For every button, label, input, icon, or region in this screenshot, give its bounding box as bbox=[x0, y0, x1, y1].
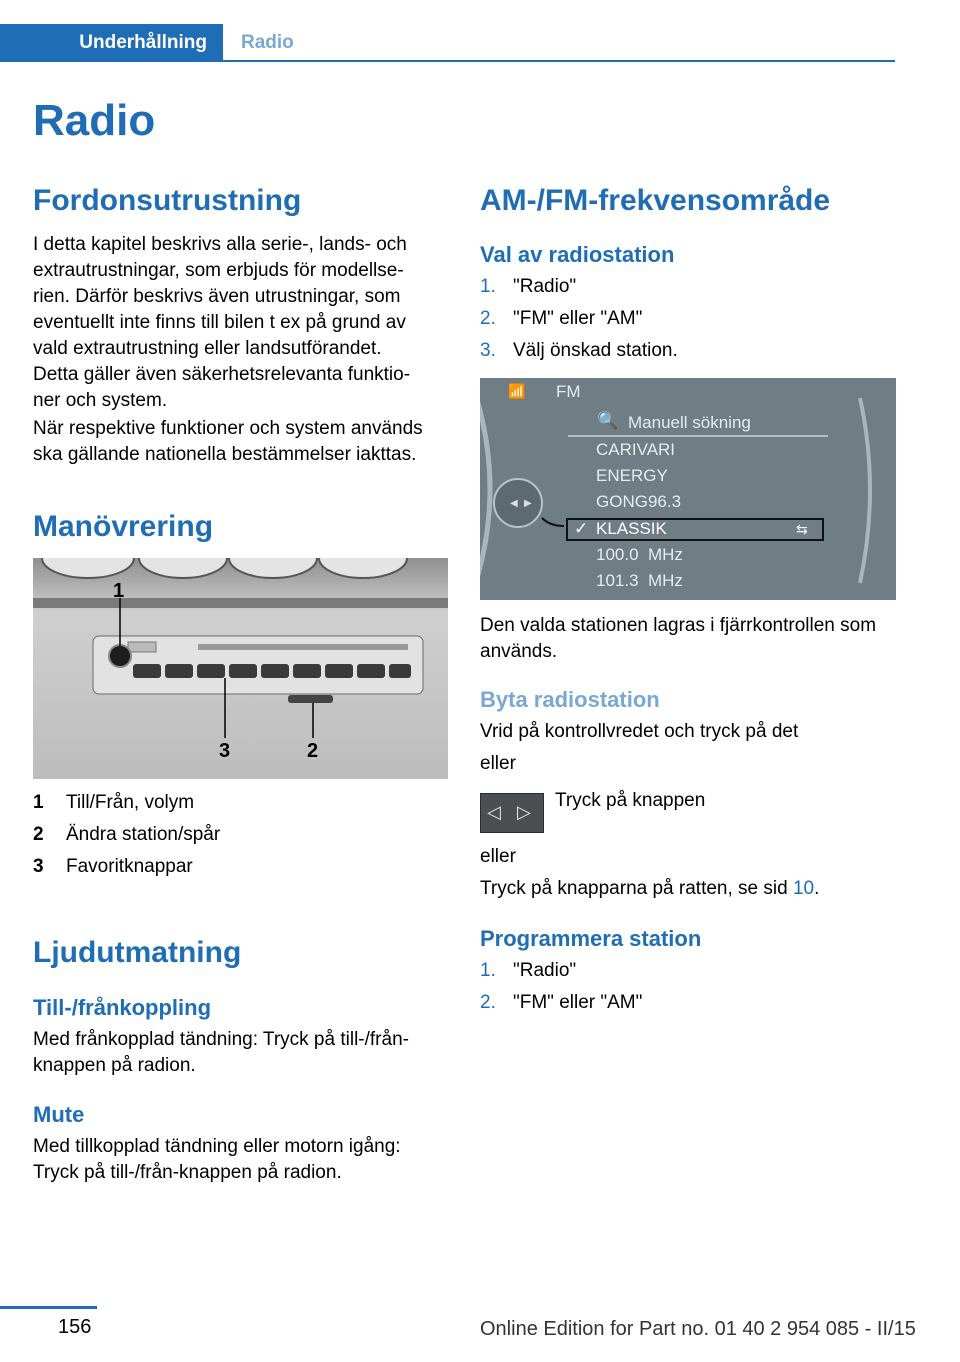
or-text-2: eller bbox=[480, 846, 516, 867]
screen-background bbox=[480, 378, 896, 600]
tab-underhallning[interactable]: Underhållning bbox=[0, 24, 223, 62]
callout-3: 3 bbox=[219, 740, 231, 762]
legend-item: 3 Favoritknappar bbox=[33, 856, 193, 877]
subsection-title-programmera-station: Programmera station bbox=[480, 926, 702, 951]
station-steps bbox=[480, 271, 678, 367]
controller-left-arrow-icon: ◀ bbox=[510, 498, 518, 509]
step-item: 3. Välj önskad station. bbox=[480, 340, 678, 361]
button-text: Tryck på knappen bbox=[555, 790, 706, 811]
page-reference-link[interactable]: 10 bbox=[792, 878, 815, 899]
section-title-ljudutmatning: Ljudutmatning bbox=[33, 936, 242, 969]
radio-panel-figure bbox=[33, 558, 448, 779]
radio-screen-figure bbox=[480, 378, 896, 600]
section-title-am-fm: AM-/FM-frekvensområde bbox=[480, 184, 831, 217]
search-icon: 🔍 bbox=[597, 411, 619, 430]
previous-icon: ◁ bbox=[487, 802, 501, 822]
steering-wheel-text: Tryck på knapparna på ratten, se sid 10. bbox=[480, 878, 820, 899]
figure-legend bbox=[33, 787, 220, 883]
next-icon: ▷ bbox=[517, 802, 531, 822]
prev-next-button-image bbox=[480, 793, 544, 833]
section-title-manovrering: Manövrering bbox=[33, 510, 214, 543]
screen-station[interactable]: ENERGY bbox=[596, 466, 668, 485]
step-item: 2. "FM" eller "AM" bbox=[480, 308, 643, 329]
step-item: 1. "Radio" bbox=[480, 276, 577, 297]
till-frankoppling-text: Med frånkopplad tändning: Tryck på till-/från- knappen på radion. bbox=[33, 1029, 409, 1076]
subsection-title-till-frankoppling: Till-/frånkoppling bbox=[33, 995, 212, 1020]
screen-station-selected[interactable]: KLASSIK bbox=[596, 519, 667, 538]
radio-signal-icon: 📶 bbox=[508, 383, 526, 399]
checkmark-icon: ✓ bbox=[574, 519, 589, 538]
legend-item: 2 Ändra station/spår bbox=[33, 824, 221, 845]
page-number: 156 bbox=[58, 1316, 92, 1338]
subsection-title-byta-radiostation: Byta radiostation bbox=[480, 687, 660, 712]
footer-rule bbox=[0, 1306, 97, 1309]
subsection-title-mute: Mute bbox=[33, 1102, 85, 1127]
controller-right-arrow-icon: ▶ bbox=[524, 498, 532, 509]
intro-paragraph: I detta kapitel beskrivs alla serie-, lands- och extrautrustningar, som erbjuds för modellse- rien. Därför beskrivs även utrustningar, som eventuellt inte finns till bilen t ex på grund av vald extrautrustning eller landsutförandet. Detta gäller även säkerhetsrelevanta funktio- ner och system. bbox=[33, 234, 411, 411]
header-rule bbox=[223, 60, 895, 62]
legend-item: 1 Till/Från, volym bbox=[33, 792, 195, 813]
step-item: 1. "Radio" bbox=[480, 960, 577, 981]
screen-band-label: FM bbox=[556, 382, 581, 401]
screen-station[interactable]: 100.0 MHz bbox=[596, 545, 683, 564]
station-storage-text: Den valda stationen lagras i fjärrkontrollen som används. bbox=[480, 615, 877, 662]
screen-station[interactable]: GONG96.3 bbox=[596, 492, 682, 511]
step-item: 2. "FM" eller "AM" bbox=[480, 992, 643, 1013]
callout-2: 2 bbox=[307, 740, 319, 762]
online-edition-note: Online Edition for Part no. 01 40 2 954 085 - II/15 bbox=[480, 1318, 916, 1340]
or-text-1: eller bbox=[480, 753, 516, 774]
byta-instruction: Vrid på kontrollvredet och tryck på det bbox=[480, 721, 799, 742]
radio-panel-illustration bbox=[33, 558, 448, 779]
page-title: Radio bbox=[33, 96, 156, 145]
regulations-paragraph: När respektive funktioner och system används ska gällande nationella bestämmelser iakttas. bbox=[33, 418, 423, 465]
screen-station[interactable]: CARIVARI bbox=[596, 440, 676, 459]
program-steps bbox=[480, 955, 642, 1019]
screen-menu-search[interactable]: Manuell sökning bbox=[628, 413, 751, 432]
section-title-fordonsutrustning: Fordonsutrustning bbox=[33, 184, 302, 217]
screen-station[interactable]: 101.3 MHz bbox=[596, 571, 683, 590]
callout-1: 1 bbox=[113, 580, 125, 602]
tab-radio[interactable]: Radio bbox=[241, 32, 294, 53]
subsection-title-val-av-radiostation: Val av radiostation bbox=[480, 242, 675, 267]
store-preset-icon: ⇆ bbox=[796, 521, 808, 537]
mute-text: Med tillkopplad tändning eller motorn igång: Tryck på till-/från-knappen på radion. bbox=[33, 1136, 401, 1183]
